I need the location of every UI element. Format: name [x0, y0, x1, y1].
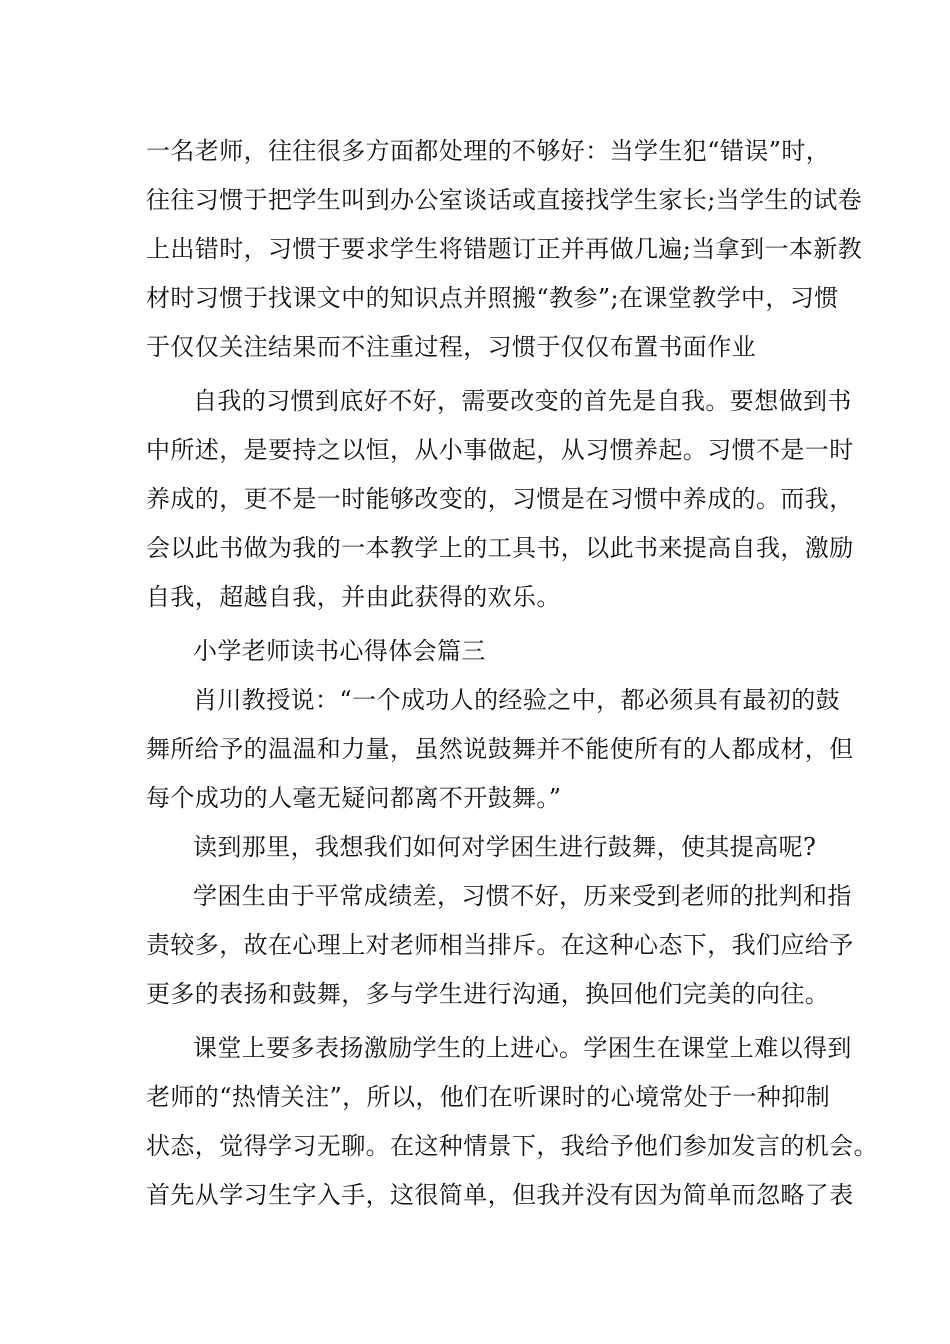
paragraph-start-line: 读到那里，我想我们如何对学困生进行鼓舞，使其提高呢?: [193, 833, 817, 861]
text-line: 舞所给予的温温和力量，虽然说鼓舞并不能使所有的人都成材，但: [146, 735, 854, 763]
section-heading: 小学老师读书心得体会篇三: [193, 637, 486, 665]
text-line: 会以此书做为我的一本教学上的工具书，以此书来提高自我，激励: [146, 534, 854, 562]
paragraph-start-line: 课堂上要多表扬激励学生的上进心。学困生在课堂上难以得到: [193, 1034, 852, 1062]
text-line: 于仅仅关注结果而不注重过程，习惯于仅仅布置书面作业: [146, 333, 756, 361]
text-line: 上出错时，习惯于要求学生将错题订正并再做几遍;当拿到一本新教: [146, 235, 863, 263]
text-line: 状态，觉得学习无聊。在这种情景下，我给予他们参加发言的机会。: [146, 1132, 878, 1160]
text-line: 养成的，更不是一时能够改变的，习惯是在习惯中养成的。而我，: [146, 485, 854, 513]
text-line: 自我，超越自我，并由此获得的欢乐。: [146, 583, 561, 611]
text-line: 往往习惯于把学生叫到办公室谈话或直接找学生家长;当学生的试卷: [146, 186, 863, 214]
text-line: 一名老师，往往很多方面都处理的不够好：当学生犯“错误”时，: [146, 137, 831, 165]
text-line: 老师的“热情关注”，所以，他们在听课时的心境常处于一种抑制: [146, 1083, 831, 1111]
text-line: 责较多，故在心理上对老师相当排斥。在这种心态下，我们应给予: [146, 931, 854, 959]
paragraph-start-line: 肖川教授说：“一个成功人的经验之中，都必须具有最初的鼓: [193, 686, 841, 714]
text-line: 材时习惯于找课文中的知识点并照搬“教参”;在课堂教学中，习惯: [146, 284, 839, 312]
text-line: 中所述，是要持之以恒，从小事做起，从习惯养起。习惯不是一时: [146, 436, 854, 464]
text-line: 每个成功的人毫无疑问都离不开鼓舞。”: [146, 784, 562, 812]
text-line: 首先从学习生字入手，这很简单，但我并没有因为简单而忽略了表: [146, 1181, 854, 1209]
paragraph-start-line: 自我的习惯到底好不好，需要改变的首先是自我。要想做到书: [193, 387, 852, 415]
text-line: 更多的表扬和鼓舞，多与学生进行沟通，换回他们完美的向往。: [146, 980, 830, 1008]
paragraph-start-line: 学困生由于平常成绩差，习惯不好，历来受到老师的批判和指: [193, 882, 852, 910]
